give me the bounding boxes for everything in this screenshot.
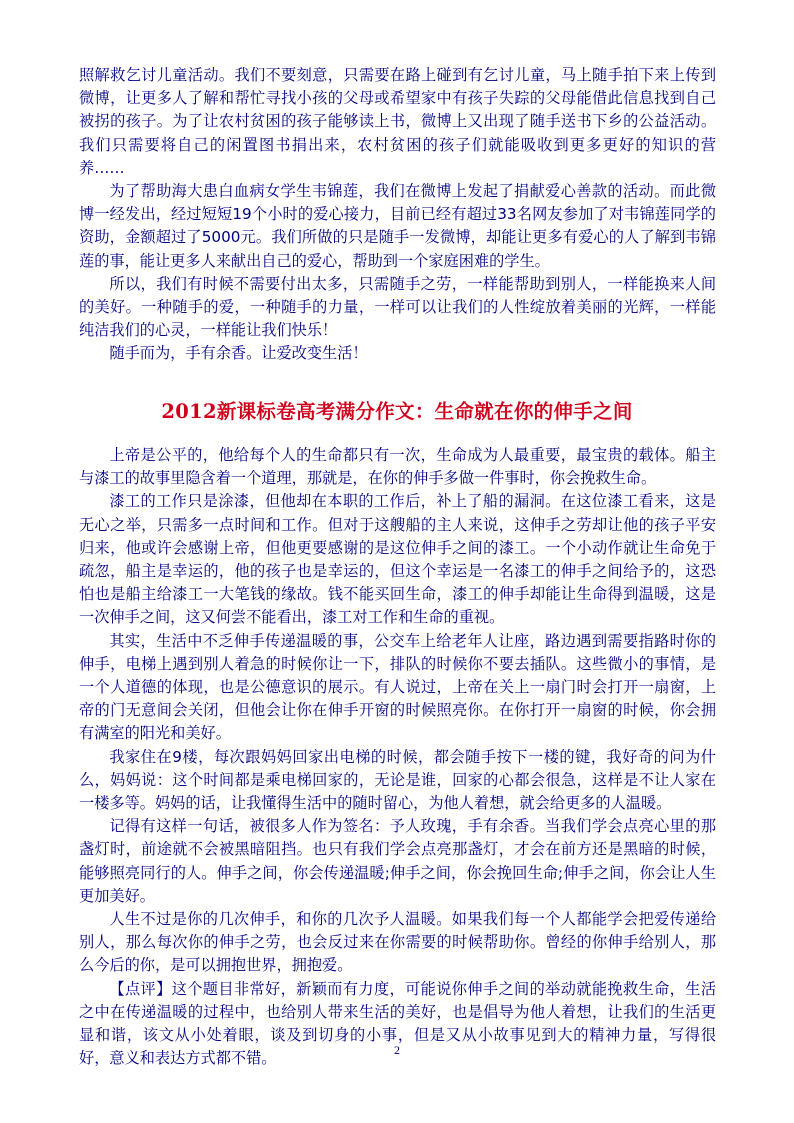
page-number: 2: [394, 1043, 400, 1057]
paragraph: 漆工的工作只是涂漆，但他却在本职的工作后，补上了船的漏洞。在这位漆工看来，这是无心之举，只需多一点时间和工作。但对于这艘船的主人来说，这伸手之劳却让他的孩子平安归来，他或许会感谢上帝，但他更要感谢的是这位伸手之间的漆工。一个小动作就让生命免于疏忽，船主是幸运的，他的孩子也是幸运的，但这个幸运是一名漆工的伸手之间给予的，这恐怕也是船主给漆工一大笔钱的缘故。钱不能买回生命，漆工的伸手却能让生命得到温暖，这是一次伸手之间，这又何尝不能看出，漆工对工作和生命的重视。: [79, 492, 716, 627]
essay-body: [79, 444, 716, 1070]
essay-title: 2012新课标卷高考满分作文：生命就在你的伸手之间: [161, 400, 633, 423]
paragraph: 其实，生活中不乏伸手传递温暖的事，公交车上给老年人让座，路边遇到需要指路时你的伸手，电梯上遇到别人着急的时候你让一下，排队的时候你不要去插队。这些微小的事情，是一个人道德的体现，也是公德意识的展示。有人说过，上帝在关上一扇门时会打开一扇窗，上帝的门无意间会关闭，但他会让你在伸手开窗的时候照亮你。在你打开一扇窗的时候，你会拥有满室的阳光和美好。: [79, 631, 716, 743]
commentary-paragraph: 【点评】这个题目非常好，新颖而有力度，可能说你伸手之间的举动就能挽救生命，生活之中在传递温暖的过程中，也给别人带来生活的美好，也是倡导为他人着想，让我们的生活更显和谐，该文从小处着眼，谈及到切身的小事，但是又从小故事见到大的精神力量，写得很好，意义和表达方式都不错。: [79, 979, 716, 1068]
paragraph: 上帝是公平的，他给每个人的生命都只有一次，生命成为人最重要，最宝贵的载体。船主与漆工的故事里隐含着一个道理，那就是，在你的伸手多做一件事时，你会挽救生命。: [79, 446, 716, 488]
paragraph: 随手而为，手有余香。让爱改变生活！: [109, 344, 368, 363]
paragraph: 照解救乞讨儿童活动。我们不要刻意，只需要在路上碰到有乞讨儿童，马上随手拍下来上传到微博，让更多人了解和帮忙寻找小孩的父母或希望家中有孩子失踪的父母能借此信息找到自己被拐的孩子。为了让农村贫困的孩子能够读上书，微博上又出现了随手送书下乡的公益活动。我们只需要将自己的闲置图书捐出来，农村贫困的孩子们就能吸收到更多更好的知识的营养……: [79, 66, 716, 177]
essay-continuation: [79, 64, 716, 366]
paragraph: 人生不过是你的几次伸手，和你的几次予人温暖。如果我们每一个人都能学会把爱传递给别人，那么每次你的伸手之劳，也会反过来在你需要的时候帮助你。曾经的你伸手给别人，那么今后的你，是可以拥抱世界，拥抱爱。: [79, 910, 716, 975]
paragraph: 为了帮助海大患白血病女学生韦锦莲，我们在微博上发起了捐献爱心善款的活动。而此微博一经发出，经过短短19个小时的爱心接力，目前已经有超过33名网友参加了对韦锦莲同学的资助，金额超过了5000元。我们所做的只是随手一发微博，却能让更多有爱心的人了解到韦锦莲的事，能让更多人来献出自己的爱心，帮助到一个家庭困难的学生。: [79, 182, 716, 270]
paragraph: 所以，我们有时候不需要付出太多，只需随手之劳，一样能帮助到别人，一样能换来人间的美好。一种随手的爱，一种随手的力量，一样可以让我们的人性绽放着美丽的光辉，一样能纯洁我们的心灵，一样能让我们快乐！: [79, 274, 716, 340]
paragraph: 记得有这样一句话，被很多人作为签名：予人玫瑰，手有余香。当我们学会点亮心里的那盏灯时，前途就不会被黑暗阻挡。也只有我们学会点亮那盏灯，才会在前方还是黑暗的时候，能够照亮同行的人。伸手之间，你会传递温暖;伸手之间，你会挽回生命;伸手之间，你会让人生更加美好。: [79, 817, 716, 905]
paragraph: 我家住在9楼，每次跟妈妈回家出电梯的时候，都会随手按下一楼的键，我好奇的问为什么，妈妈说：这个时间都是乘电梯回家的，无论是谁，回家的心都会很急，这样是不让人家在一楼多等。妈妈的话，让我懂得生活中的随时留心，为他人着想，就会给更多的人温暖。: [79, 747, 716, 813]
